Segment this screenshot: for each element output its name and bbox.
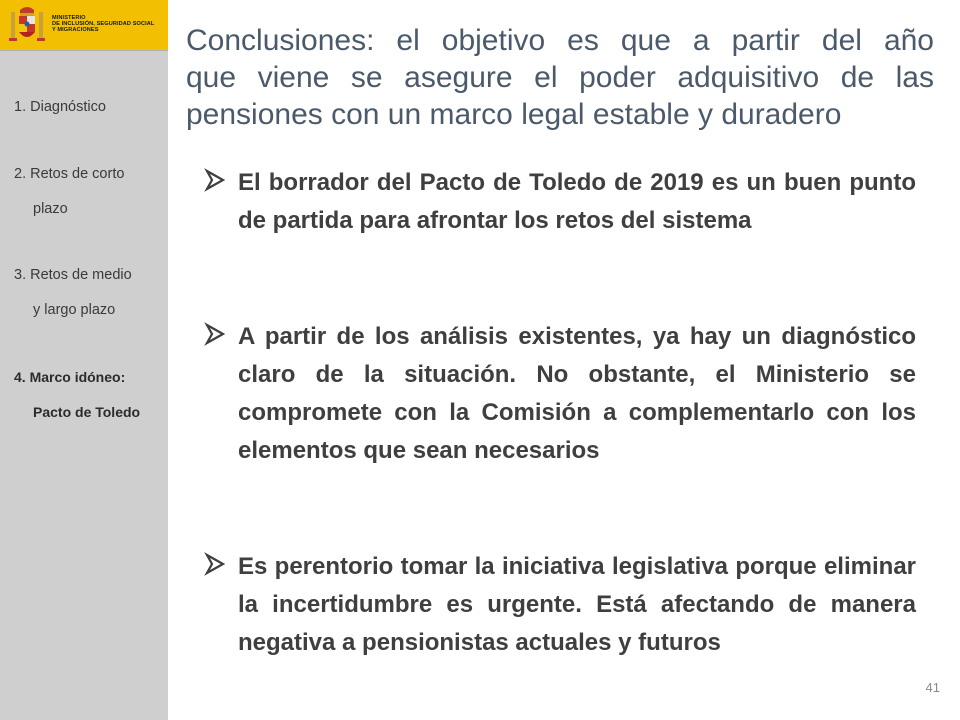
sidebar (0, 0, 168, 720)
ministry-line: Y MIGRACIONES (52, 27, 99, 34)
sidebar-item-retos-medio-largo-plazo[interactable] (14, 258, 164, 328)
sidebar-item-label-continued: plazo (33, 201, 68, 217)
slide-title-line: que viene se asegure el poder adquisitivo de las (186, 61, 934, 94)
arrow-bullet-icon (204, 322, 226, 346)
slide-title (186, 22, 934, 133)
slide-title-line: Conclusiones: el objetivo es que a partir del año (186, 24, 934, 57)
spain-coat-of-arms-icon (8, 4, 46, 46)
arrow-bullet-icon (204, 552, 226, 576)
bullet-text: El borrador del Pacto de Toledo de 2019 es un buen punto de partida para afrontar los retos del sistema (238, 169, 916, 234)
ministry-name (52, 15, 168, 34)
sidebar-item-label: 2. Retos de corto (14, 166, 125, 182)
ministry-line: DE INCLUSIÓN, SEGURIDAD SOCIAL (52, 21, 155, 28)
slide-title-line: pensiones con un marco legal estable y duradero (186, 98, 842, 131)
sidebar-item-retos-corto-plazo[interactable] (14, 157, 164, 227)
page-number: 41 (925, 680, 940, 695)
sidebar-item-label: 3. Retos de medio (14, 267, 132, 283)
ministry-logo-band (0, 0, 168, 50)
sidebar-divider (0, 50, 168, 51)
sidebar-item-label: 4. Marco idóneo: (14, 369, 126, 385)
sidebar-item-label-continued: y largo plazo (33, 302, 116, 318)
arrow-bullet-icon (204, 168, 226, 192)
bullet-text: Es perentorio tomar la iniciativa legislativa porque eliminar la incertidumbre es urgente. Está afectando de manera negativa a pensionistas actuales y futuros (238, 553, 916, 656)
sidebar-item-label: 1. Diagnóstico (14, 99, 106, 115)
sidebar-item-marco-idoneo[interactable] (14, 360, 164, 430)
ministry-line: MINISTERIO (52, 15, 86, 21)
sidebar-item-diagnostico[interactable] (14, 90, 164, 125)
sidebar-item-label-continued: Pacto de Toledo (33, 404, 141, 420)
bullet-text: A partir de los análisis existentes, ya hay un diagnóstico claro de la situación. No obstante, el Ministerio se compromete con la Comisión a complementarlo con los elementos que sean necesarios (238, 323, 916, 464)
